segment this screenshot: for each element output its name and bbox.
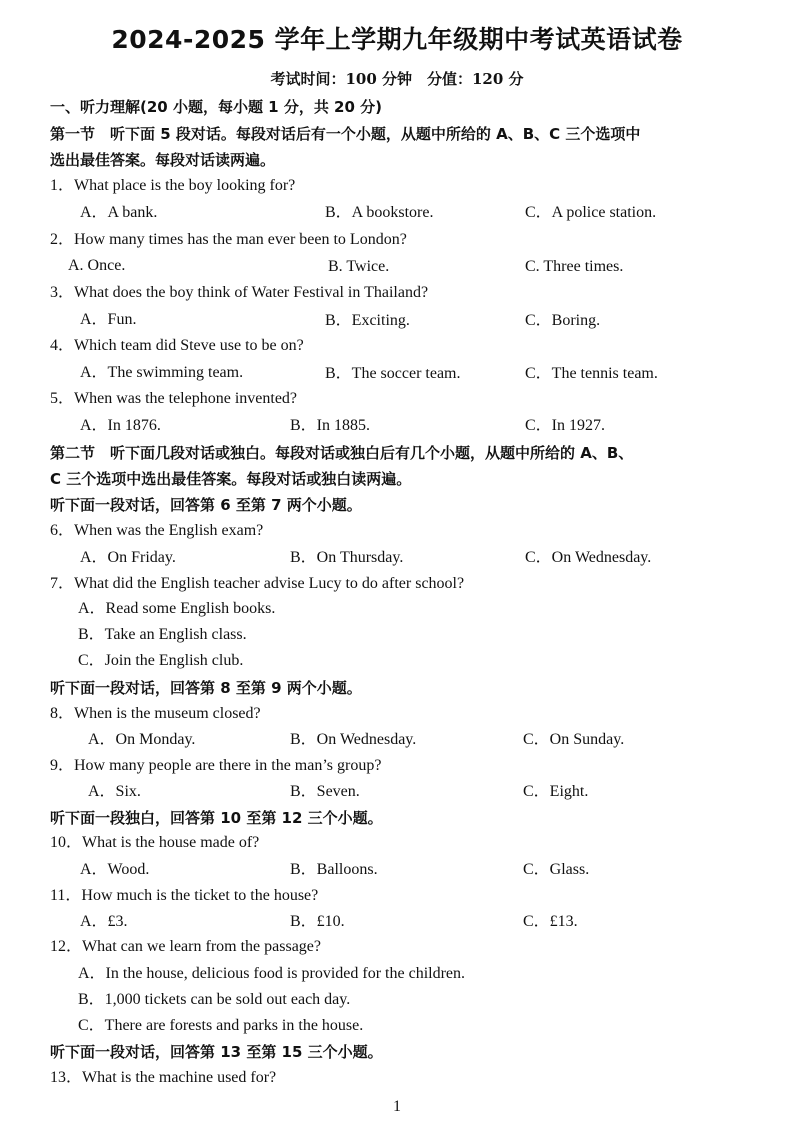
- q1-option-b: B．A bookstore.: [325, 204, 434, 221]
- section2-instruction-line1: 第二节 听下面几段对话或独白。每段对话或独白后有几个小题，从题中所给的 A、B、: [50, 444, 634, 462]
- q1-option-c: C．A police station.: [525, 204, 657, 221]
- exam-title: 2024-2025 学年上学期九年级期中考试英语试卷: [111, 25, 683, 54]
- question-6: 6．When was the English exam?: [50, 522, 264, 539]
- q6-option-c: C．On Wednesday.: [525, 549, 652, 566]
- q11-option-a: A．£3.: [80, 913, 128, 930]
- q9-option-c: C．Eight.: [523, 783, 589, 800]
- q6-option-b: B．On Thursday.: [290, 549, 404, 566]
- q4-option-b: B．The soccer team.: [325, 365, 461, 382]
- page-number: 1: [393, 1098, 401, 1115]
- question-3: 3．What does the boy think of Water Festival in Thailand?: [50, 284, 429, 301]
- q6-option-a: A．On Friday.: [80, 549, 176, 566]
- q10-option-c: C．Glass.: [523, 861, 590, 878]
- q7-option-b: B．Take an English class.: [78, 626, 247, 643]
- q3-option-c: C．Boring.: [525, 312, 601, 329]
- q10-option-b: B．Balloons.: [290, 861, 378, 878]
- q3-option-a: A．Fun.: [80, 311, 137, 328]
- instruction-q8-q9: 听下面一段对话，回答第 8 至第 9 两个小题。: [50, 679, 362, 697]
- question-7: 7．What did the English teacher advise Lucy to do after school?: [50, 575, 465, 592]
- section1-instruction-line1: 第一节 听下面 5 段对话。每段对话后有一个小题，从题中所给的 A、B、C 三个选项中: [50, 125, 641, 143]
- question-1: 1．What place is the boy looking for?: [50, 177, 296, 194]
- q2-option-c: C. Three times.: [525, 258, 624, 275]
- q7-option-c: C．Join the English club.: [78, 652, 244, 669]
- q12-option-a: A．In the house, delicious food is provided for the children.: [78, 965, 466, 982]
- q2-option-b: B. Twice.: [328, 258, 390, 275]
- q8-option-a: A．On Monday.: [88, 731, 196, 748]
- question-13: 13．What is the machine used for?: [50, 1069, 277, 1086]
- q2-option-a: A. Once.: [68, 257, 126, 274]
- q1-option-a: A．A bank.: [80, 204, 158, 221]
- question-4: 4．Which team did Steve use to be on?: [50, 337, 304, 354]
- q8-option-c: C．On Sunday.: [523, 731, 625, 748]
- question-5: 5．When was the telephone invented?: [50, 390, 298, 407]
- q4-option-a: A．The swimming team.: [80, 364, 244, 381]
- instruction-q10-q12: 听下面一段独白，回答第 10 至第 12 三个小题。: [50, 809, 383, 827]
- q3-option-b: B．Exciting.: [325, 312, 410, 329]
- q5-option-b: B．In 1885.: [290, 417, 371, 434]
- q12-option-c: C．There are forests and parks in the house.: [78, 1017, 364, 1034]
- section1-instruction-line2: 选出最佳答案。每段对话读两遍。: [50, 151, 276, 169]
- question-11: 11．How much is the ticket to the house?: [50, 887, 319, 904]
- q9-option-a: A．Six.: [88, 783, 141, 800]
- q9-option-b: B．Seven.: [290, 783, 360, 800]
- question-10: 10．What is the house made of?: [50, 834, 260, 851]
- q10-option-a: A．Wood.: [80, 861, 150, 878]
- question-8: 8．When is the museum closed?: [50, 705, 261, 722]
- q8-option-b: B．On Wednesday.: [290, 731, 417, 748]
- q4-option-c: C．The tennis team.: [525, 365, 658, 382]
- question-2: 2．How many times has the man ever been to London?: [50, 231, 407, 248]
- q11-option-c: C．£13.: [523, 913, 578, 930]
- exam-time-score: 考试时间：100 分钟 分值：120 分: [270, 70, 524, 88]
- question-9: 9．How many people are there in the man’s group?: [50, 757, 382, 774]
- instruction-q13-q15: 听下面一段对话，回答第 13 至第 15 三个小题。: [50, 1043, 383, 1061]
- q12-option-b: B．1,000 tickets can be sold out each day.: [78, 991, 351, 1008]
- q5-option-c: C．In 1927.: [525, 417, 606, 434]
- section2-instruction-line2: C 三个选项中选出最佳答案。每段对话或独白读两遍。: [50, 470, 412, 488]
- q11-option-b: B．£10.: [290, 913, 345, 930]
- q7-option-a: A．Read some English books.: [78, 600, 276, 617]
- question-12: 12．What can we learn from the passage?: [50, 938, 321, 955]
- part1-heading: 一、听力理解(20 小题，每小题 1 分，共 20 分): [50, 98, 383, 116]
- q5-option-a: A．In 1876.: [80, 417, 161, 434]
- instruction-q6-q7: 听下面一段对话，回答第 6 至第 7 两个小题。: [50, 496, 362, 514]
